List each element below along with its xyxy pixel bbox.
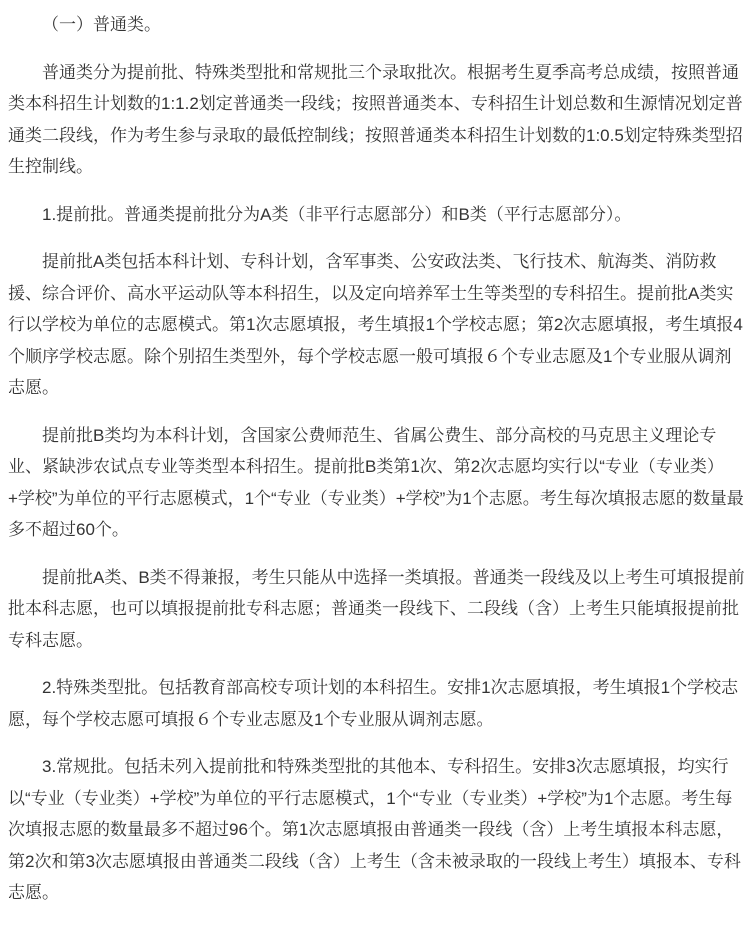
paragraph-early-batch-a: 提前批A类包括本科计划、专科计划，含军事类、公安政法类、飞行技术、航海类、消防救援、综合评价、高水平运动队等本科招生，以及定向培养军士生等类型的专科招生。提前批A类实行以学校为单位的志愿模式。第1次志愿填报，考生填报1个学校志愿；第2次志愿填报，考生填报4个顺序学校志愿。除个别招生类型外，每个学校志愿一般可填报６个专业志愿及1个专业服从调剂志愿。 — [8, 252, 743, 397]
paragraph-batch-overview: 普通类分为提前批、特殊类型批和常规批三个录取批次。根据考生夏季高考总成绩，按照普通类本科招生计划数的1:1.2划定普通类一段线；按照普通类本、专科招生计划总数和生源情况划定普通类二段线，作为考生参与录取的最低控制线；按照普通类本科招生计划数的1:0.5划定特殊类型招生控制线。 — [8, 62, 743, 176]
section-heading: （一）普通类。 — [42, 15, 161, 34]
paragraph-regular-batch: 3.常规批。包括未列入提前批和特殊类型批的其他本、专科招生。安排3次志愿填报，均实行以“专业（专业类）+学校”为单位的平行志愿模式，1个“专业（专业类）+学校”为1个志愿。考生每次填报志愿的数量最多不超过96个。第1次志愿填报由普通类一段线（含）上考生填报本科志愿，第2次和第3次志愿填报由普通类二段线（含）上考生（含未被录取的一段线上考生）填报本、专科志愿。 — [8, 757, 741, 902]
paragraph-early-batch-intro: 1.提前批。普通类提前批分为A类（非平行志愿部分）和B类（平行志愿部分）。 — [42, 204, 632, 224]
paragraph-early-batch-restriction: 提前批A类、B类不得兼报，考生只能从中选择一类填报。普通类一段线及以上考生可填报提前批本科志愿，也可以填报提前批专科志愿；普通类一段线下、二段线（含）上考生只能填报提前批专科志愿。 — [8, 567, 745, 650]
paragraph-special-type-batch: 2.特殊类型批。包括教育部高校专项计划的本科招生。安排1次志愿填报，考生填报1个学校志愿，每个学校志愿可填报６个专业志愿及1个专业服从调剂志愿。 — [8, 678, 739, 729]
paragraph-early-batch-b: 提前批B类均为本科计划，含国家公费师范生、省属公费生、部分高校的马克思主义理论专业、紧缺涉农试点专业等类型本科招生。提前批B类第1次、第2次志愿均实行以“专业（专业类）+学校”为单位的平行志愿模式，1个“专业（专业类）+学校”为1个志愿。考生每次填报志愿的数量最多不超过60个。 — [8, 425, 744, 539]
